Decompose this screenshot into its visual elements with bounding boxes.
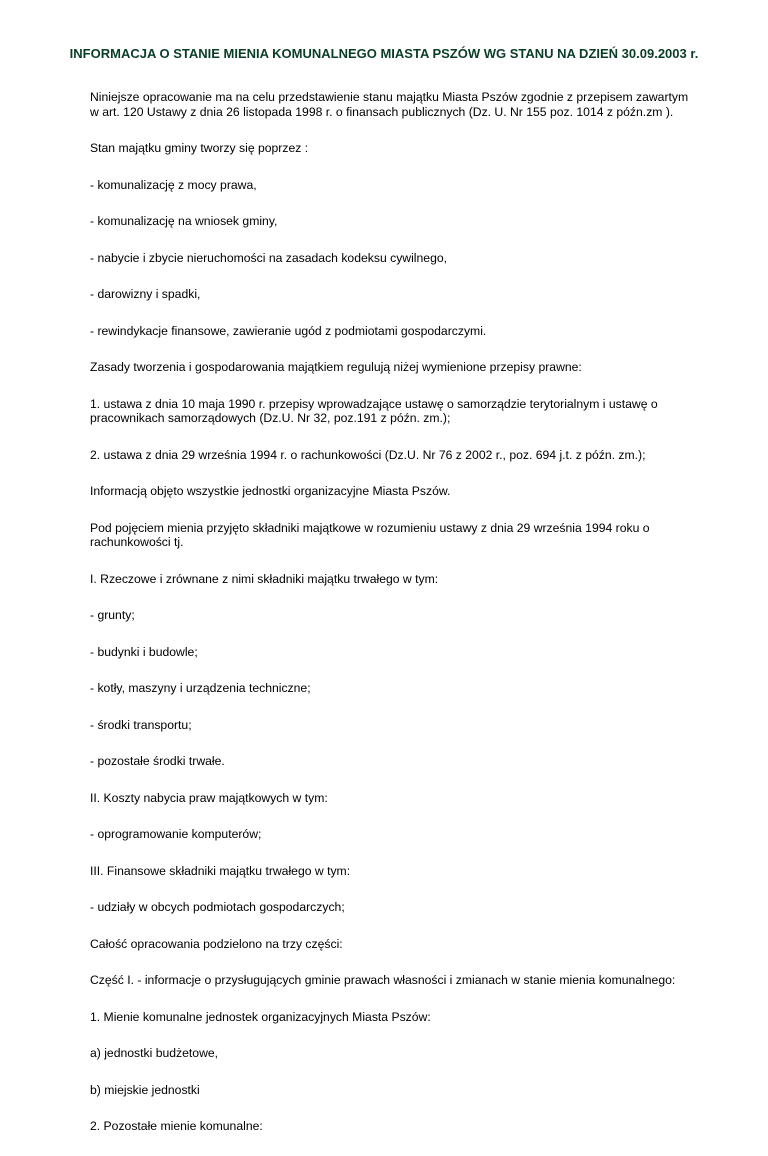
- paragraph: - grunty;: [90, 608, 135, 622]
- document-body: [90, 90, 690, 1156]
- paragraph: - darowizny i spadki,: [90, 287, 201, 301]
- paragraph: - udziały w obcych podmiotach gospodarczych;: [90, 900, 345, 914]
- paragraph: - kotły, maszyny i urządzenia techniczne;: [90, 681, 311, 695]
- paragraph: Całość opracowania podzielono na trzy części:: [90, 936, 343, 951]
- document-title: INFORMACJA O STANIE MIENIA KOMUNALNEGO MIASTA PSZÓW WG STANU NA DZIEŃ 30.09.2003 r.: [69, 46, 699, 61]
- paragraph: II. Koszty nabycia praw majątkowych w tym:: [90, 790, 328, 805]
- paragraph: III. Finansowe składniki majątku trwałego w tym:: [90, 863, 351, 878]
- paragraph: - oprogramowanie komputerów;: [90, 827, 262, 841]
- paragraph: Niniejsze opracowanie ma na celu przedstawienie stanu majątku Miasta Pszów zgodnie z przepisem zawartym w art. 120 Ustawy z dnia 26 listopada 1998 r. o finansach publicznych (Dz. U. Nr 155 poz. 1014 z późn.zm ).: [90, 90, 689, 119]
- paragraph: - nabycie i zbycie nieruchomości na zasadach kodeksu cywilnego,: [90, 250, 448, 265]
- paragraph: Pod pojęciem mienia przyjęto składniki majątkowe w rozumieniu ustawy z dnia 29 września 1994 roku o rachunkowości tj.: [90, 520, 650, 549]
- paragraph: Informacją objęto wszystkie jednostki organizacyjne Miasta Pszów.: [90, 484, 451, 498]
- paragraph: a) jednostki budżetowe,: [90, 1046, 219, 1060]
- paragraph: Część I. - informacje o przysługujących gminie prawach własności i zmianach w stanie mienia komunalnego:: [90, 973, 676, 987]
- paragraph: - środki transportu;: [90, 717, 192, 732]
- paragraph: 2. ustawa z dnia 29 września 1994 r. o rachunkowości (Dz.U. Nr 76 z 2002 r., poz. 694 j.t. z późn. zm.);: [90, 447, 646, 462]
- paragraph: - budynki i budowle;: [90, 644, 198, 659]
- paragraph: b) miejskie jednostki: [90, 1082, 200, 1097]
- paragraph: Stan majątku gminy tworzy się poprzez :: [90, 141, 309, 155]
- paragraph: Zasady tworzenia i gospodarowania majątkiem regulują niżej wymienione przepisy prawne:: [90, 360, 582, 374]
- paragraph: I. Rzeczowe i zrównane z nimi składniki majątku trwałego w tym:: [90, 571, 439, 586]
- paragraph: - rewindykacje finansowe, zawieranie ugód z podmiotami gospodarczymi.: [90, 323, 487, 338]
- paragraph: - komunalizację na wniosek gminy,: [90, 214, 278, 228]
- paragraph: 2. Pozostałe mienie komunalne:: [90, 1119, 263, 1133]
- paragraph: 1. Mienie komunalne jednostek organizacyjnych Miasta Pszów:: [90, 1009, 431, 1024]
- paragraph: - pozostałe środki trwałe.: [90, 754, 225, 768]
- paragraph: 1. ustawa z dnia 10 maja 1990 r. przepisy wprowadzające ustawę o samorządzie terytorialnym i ustawę o pracownikach samorządowych (Dz.U. Nr 32, poz.191 z późn. zm.);: [90, 396, 658, 425]
- paragraph: - komunalizację z mocy prawa,: [90, 177, 257, 192]
